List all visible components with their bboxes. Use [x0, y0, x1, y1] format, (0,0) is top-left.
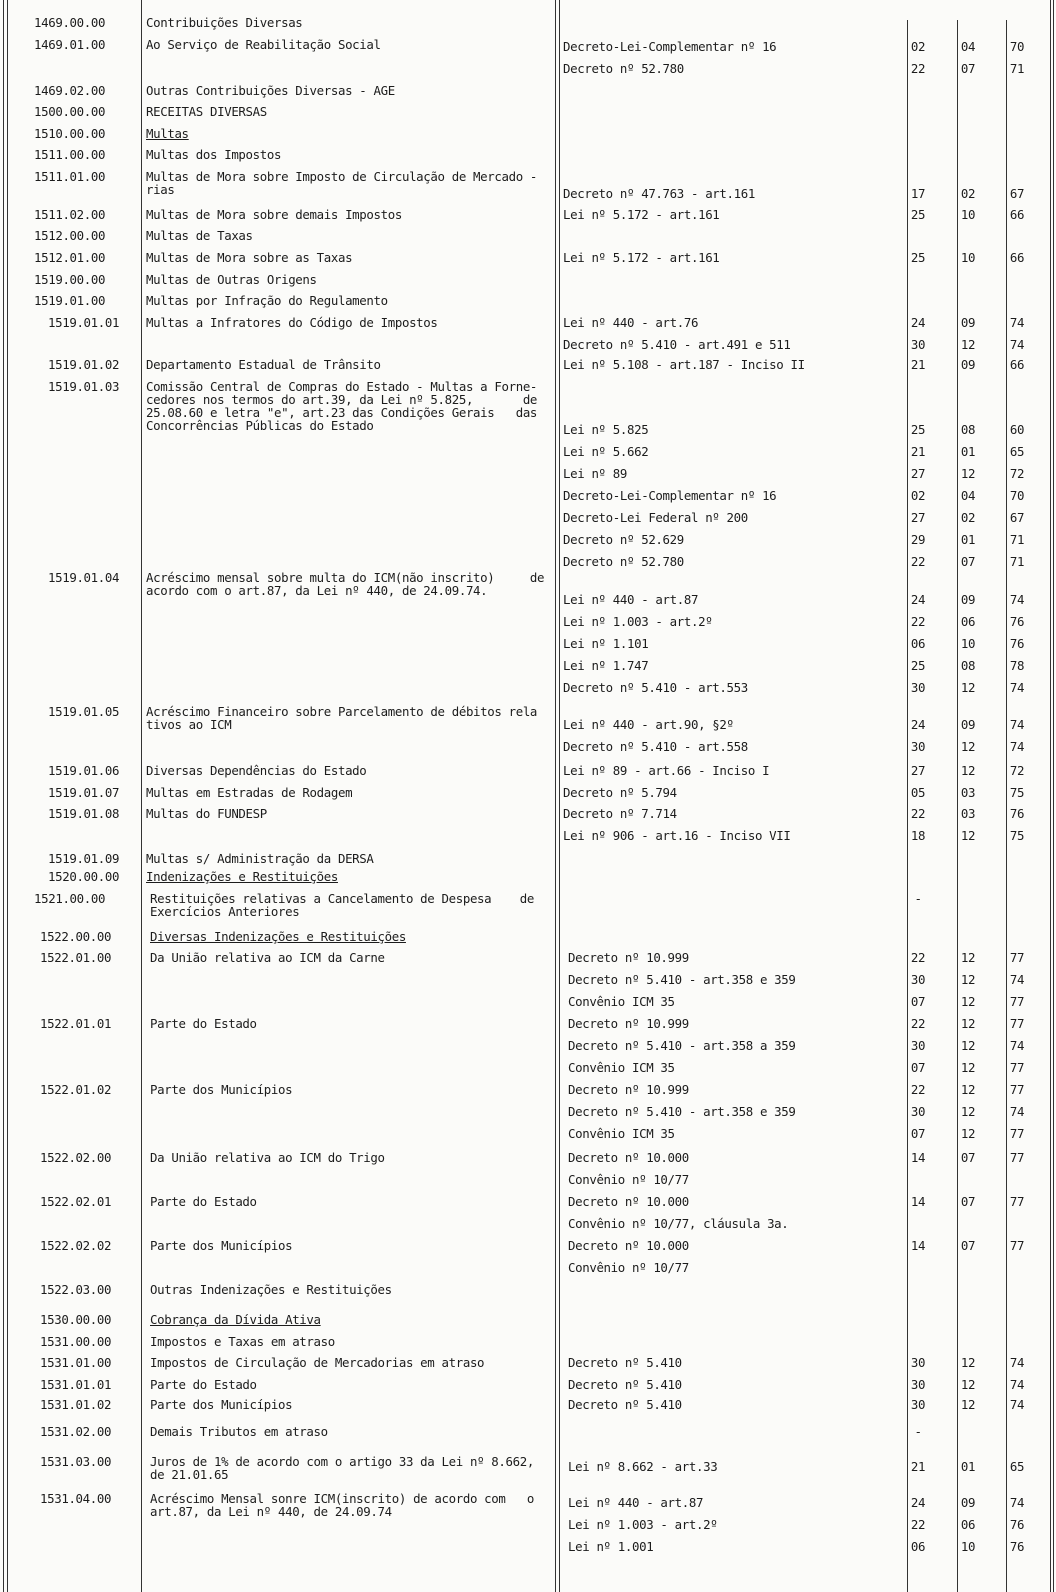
day-value: 21 [910, 1459, 926, 1474]
account-code: 1469.02.00 [34, 83, 106, 98]
month-value: 12 [960, 1126, 976, 1141]
account-code: 1522.02.02 [40, 1238, 112, 1253]
day-value: 30 [910, 337, 926, 352]
year-value: 77 [1009, 1194, 1025, 1209]
month-value: 12 [960, 1016, 976, 1031]
day-value: 24 [910, 592, 926, 607]
month-value: 01 [960, 532, 976, 547]
legal-reference: Decreto nº 5.410 - art.358 e 359 [568, 972, 796, 987]
month-value: 09 [960, 1495, 976, 1510]
account-description: rias [146, 182, 175, 197]
year-value: 71 [1009, 61, 1025, 76]
day-value: 30 [910, 1104, 926, 1119]
account-description: Acréscimo mensal sobre multa do ICM(não inscrito) de [146, 570, 545, 585]
day-value: 30 [910, 1355, 926, 1370]
year-value: 77 [1009, 1060, 1025, 1075]
account-code: 1511.01.00 [34, 169, 106, 184]
account-description: Multas a Infratores do Código de Impostos [146, 315, 438, 330]
account-code: 1469.00.00 [34, 15, 106, 30]
year-value: 66 [1009, 250, 1025, 265]
month-value: 10 [960, 636, 976, 651]
legal-reference: Decreto nº 5.410 [568, 1377, 682, 1392]
year-value: 76 [1009, 614, 1025, 629]
month-value: 12 [960, 1104, 976, 1119]
account-description: Multas dos Impostos [146, 147, 282, 162]
year-value: 74 [1009, 1355, 1025, 1370]
day-value: 22 [910, 614, 926, 629]
account-code: 1520.00.00 [48, 869, 120, 884]
account-code: 1531.01.01 [40, 1377, 112, 1392]
legal-reference: Decreto nº 5.410 [568, 1397, 682, 1412]
account-code: 1519.01.05 [48, 704, 120, 719]
year-value: 77 [1009, 1016, 1025, 1031]
account-description: Demais Tributos em atraso [150, 1424, 328, 1439]
legal-reference: Decreto nº 5.410 - art.358 a 359 [568, 1038, 796, 1053]
year-value: 76 [1009, 1539, 1025, 1554]
account-code: 1512.01.00 [34, 250, 106, 265]
year-value: 76 [1009, 1517, 1025, 1532]
month-value: 07 [960, 1150, 976, 1165]
account-code: 1519.01.00 [34, 293, 106, 308]
account-description: Multas de Mora sobre as Taxas [146, 250, 353, 265]
month-value: 01 [960, 1459, 976, 1474]
year-value: 74 [1009, 1104, 1025, 1119]
day-value: 24 [910, 1495, 926, 1510]
year-value: 67 [1009, 510, 1025, 525]
account-description: Impostos de Circulação de Mercadorias em atraso [150, 1355, 485, 1370]
account-code: 1519.01.06 [48, 763, 120, 778]
day-value: 14 [910, 1238, 926, 1253]
day-value: 05 [910, 785, 926, 800]
year-value: 74 [1009, 1377, 1025, 1392]
account-code: 1512.00.00 [34, 228, 106, 243]
left-border-inner [7, 0, 8, 1592]
year-value: 74 [1009, 739, 1025, 754]
year-value: 74 [1009, 1495, 1025, 1510]
account-description: Diversas Dependências do Estado [146, 763, 367, 778]
year-value: 72 [1009, 466, 1025, 481]
legal-reference: Lei nº 5.172 - art.161 [563, 250, 720, 265]
legal-reference: Decreto nº 52.629 [563, 532, 684, 547]
account-description: RECEITAS DIVERSAS [146, 104, 267, 119]
account-code: 1519.01.08 [48, 806, 120, 821]
right-border [1050, 0, 1051, 1592]
account-description: cedores nos termos do art.39, da Lei nº 5.825, de [146, 392, 538, 407]
year-value: 72 [1009, 763, 1025, 778]
year-value: 74 [1009, 592, 1025, 607]
day-value: 30 [910, 972, 926, 987]
account-code: 1521.00.00 [34, 891, 106, 906]
legal-reference: Decreto-Lei Federal nº 200 [563, 510, 748, 525]
account-code: 1531.01.02 [40, 1397, 112, 1412]
account-code: 1511.02.00 [34, 207, 106, 222]
account-description: Parte do Estado [150, 1016, 257, 1031]
month-value: 03 [960, 806, 976, 821]
account-description: tivos ao ICM [146, 717, 232, 732]
day-value: 18 [910, 828, 926, 843]
year-value: 74 [1009, 680, 1025, 695]
legal-reference: Convênio ICM 35 [568, 1060, 675, 1075]
account-code: 1519.00.00 [34, 272, 106, 287]
account-description: Da União relativa ao ICM do Trigo [150, 1150, 385, 1165]
month-value: 07 [960, 1194, 976, 1209]
day-value: 30 [910, 1397, 926, 1412]
account-code: 1522.02.01 [40, 1194, 112, 1209]
year-value: 74 [1009, 1397, 1025, 1412]
legal-reference: Decreto nº 10.999 [568, 950, 689, 965]
legal-reference: Lei nº 906 - art.16 - Inciso VII [563, 828, 791, 843]
legal-reference: Decreto nº 5.410 - art.358 e 359 [568, 1104, 796, 1119]
account-description: Restituições relativas a Cancelamento de Despesa de [150, 891, 534, 906]
account-code: 1522.03.00 [40, 1282, 112, 1297]
legal-reference: Decreto nº 7.714 [563, 806, 677, 821]
year-value: 77 [1009, 1238, 1025, 1253]
account-code: 1531.03.00 [40, 1454, 112, 1469]
day-value: 06 [910, 1539, 926, 1554]
account-description: Comissão Central de Compras do Estado - Multas a Forne- [146, 379, 538, 394]
year-value: 77 [1009, 1126, 1025, 1141]
day-value: 25 [910, 250, 926, 265]
account-description: Multas em Estradas de Rodagem [146, 785, 353, 800]
legal-reference: Decreto nº 10.999 [568, 1082, 689, 1097]
desc-column-rule [555, 0, 556, 1592]
year-value: 77 [1009, 1150, 1025, 1165]
account-description: acordo com o art.87, da Lei nº 440, de 24.09.74. [146, 583, 488, 598]
account-code: 1469.01.00 [34, 37, 106, 52]
year-value: - [914, 891, 922, 906]
year-value: 77 [1009, 994, 1025, 1009]
month-value: 04 [960, 488, 976, 503]
month-value: 12 [960, 972, 976, 987]
day-value: 22 [910, 950, 926, 965]
legal-reference: Lei nº 5.108 - art.187 - Inciso II [563, 357, 805, 372]
account-code: 1510.00.00 [34, 126, 106, 141]
account-description: Parte do Estado [150, 1377, 257, 1392]
account-description: Parte dos Municípios [150, 1397, 293, 1412]
legal-reference: Decreto nº 5.410 - art.491 e 511 [563, 337, 791, 352]
day-value: 24 [910, 717, 926, 732]
day-value: 25 [910, 207, 926, 222]
legal-reference: Decreto-Lei-Complementar nº 16 [563, 488, 777, 503]
year-value: 65 [1009, 1459, 1025, 1474]
account-code: 1522.01.00 [40, 950, 112, 965]
account-description: Multas de Taxas [146, 228, 253, 243]
year-value: 70 [1009, 39, 1025, 54]
month-value: 09 [960, 592, 976, 607]
account-description: Diversas Indenizações e Restituições [150, 929, 406, 944]
month-value: 07 [960, 61, 976, 76]
day-value: 07 [910, 1060, 926, 1075]
account-code: 1522.01.01 [40, 1016, 112, 1031]
month-value: 12 [960, 337, 976, 352]
day-value: 22 [910, 1082, 926, 1097]
year-value: 78 [1009, 658, 1025, 673]
month-value: 09 [960, 315, 976, 330]
year-value: 71 [1009, 554, 1025, 569]
account-code: 1519.01.02 [48, 357, 120, 372]
account-description: Multas do FUNDESP [146, 806, 267, 821]
day-value: 30 [910, 680, 926, 695]
month-value: 12 [960, 1377, 976, 1392]
legal-reference: Lei nº 1.003 - art.2º [568, 1517, 718, 1532]
year-value: 71 [1009, 532, 1025, 547]
account-description: Indenizações e Restituições [146, 869, 338, 884]
month-value: 12 [960, 763, 976, 778]
day-value: 22 [910, 1016, 926, 1031]
month-value: 12 [960, 739, 976, 754]
account-description: Cobrança da Dívida Ativa [150, 1312, 321, 1327]
account-description: Departamento Estadual de Trânsito [146, 357, 381, 372]
day-value: 22 [910, 554, 926, 569]
legal-reference: Lei nº 1.747 [563, 658, 649, 673]
account-description: Da União relativa ao ICM da Carne [150, 950, 385, 965]
month-value: 10 [960, 1539, 976, 1554]
legal-reference: Lei nº 89 [563, 466, 627, 481]
account-description: Multas de Mora sobre demais Impostos [146, 207, 402, 222]
year-value: - [914, 1424, 922, 1439]
month-value: 02 [960, 510, 976, 525]
day-value: 24 [910, 315, 926, 330]
account-description: Exercícios Anteriores [150, 904, 300, 919]
account-description: Multas de Outras Origens [146, 272, 317, 287]
month-value: 12 [960, 1082, 976, 1097]
account-code: 1522.00.00 [40, 929, 112, 944]
account-code: 1522.02.00 [40, 1150, 112, 1165]
account-code: 1519.01.04 [48, 570, 120, 585]
legal-reference: Lei nº 440 - art.87 [563, 592, 699, 607]
day-value: 07 [910, 1126, 926, 1141]
year-value: 70 [1009, 488, 1025, 503]
month-value: 07 [960, 554, 976, 569]
month-value: 09 [960, 357, 976, 372]
month-value: 12 [960, 1355, 976, 1370]
account-description: Parte dos Municípios [150, 1082, 293, 1097]
year-value: 74 [1009, 1038, 1025, 1053]
account-code: 1530.00.00 [40, 1312, 112, 1327]
month-value: 12 [960, 950, 976, 965]
month-value: 12 [960, 466, 976, 481]
year-value: 74 [1009, 972, 1025, 987]
legal-reference: Convênio nº 10/77, cláusula 3a. [568, 1216, 789, 1231]
account-code: 1531.02.00 [40, 1424, 112, 1439]
day-value: 02 [910, 488, 926, 503]
day-value: 22 [910, 1517, 926, 1532]
account-description: Acréscimo Financeiro sobre Parcelamento de débitos rela [146, 704, 538, 719]
legal-reference: Decreto nº 10.000 [568, 1150, 689, 1165]
day-value: 21 [910, 444, 926, 459]
day-value: 27 [910, 510, 926, 525]
day-value: 27 [910, 466, 926, 481]
day-value: 30 [910, 739, 926, 754]
month-value: 10 [960, 207, 976, 222]
account-description: Outras Contribuições Diversas - AGE [146, 83, 395, 98]
day-value: 22 [910, 806, 926, 821]
month-value: 04 [960, 39, 976, 54]
legal-reference: Lei nº 5.825 [563, 422, 649, 437]
legal-reference: Lei nº 440 - art.76 [563, 315, 699, 330]
year-value: 77 [1009, 1082, 1025, 1097]
day-value: 14 [910, 1194, 926, 1209]
day-value: 30 [910, 1377, 926, 1392]
left-border [3, 0, 4, 1592]
day-value: 25 [910, 658, 926, 673]
legal-reference: Decreto nº 5.410 [568, 1355, 682, 1370]
legal-reference: Convênio nº 10/77 [568, 1260, 689, 1275]
account-description: Contribuições Diversas [146, 15, 303, 30]
year-value: 74 [1009, 337, 1025, 352]
account-code: 1500.00.00 [34, 104, 106, 119]
year-value: 67 [1009, 186, 1025, 201]
year-value: 60 [1009, 422, 1025, 437]
month-value: 07 [960, 1238, 976, 1253]
account-code: 1522.01.02 [40, 1082, 112, 1097]
account-description: Impostos e Taxas em atraso [150, 1334, 335, 1349]
month-value: 12 [960, 828, 976, 843]
legal-reference: Lei nº 8.662 - art.33 [568, 1459, 718, 1474]
year-value: 75 [1009, 785, 1025, 800]
account-description: Concorrências Públicas do Estado [146, 418, 374, 433]
legal-reference: Convênio nº 10/77 [568, 1172, 689, 1187]
account-code: 1531.04.00 [40, 1491, 112, 1506]
account-description: art.87, da Lei nº 440, de 24.09.74 [150, 1504, 392, 1519]
account-code: 1519.01.03 [48, 379, 120, 394]
legal-reference: Decreto nº 52.780 [563, 554, 684, 569]
legal-reference: Decreto nº 5.794 [563, 785, 677, 800]
account-description: Outras Indenizações e Restituições [150, 1282, 392, 1297]
legal-reference: Decreto nº 10.000 [568, 1194, 689, 1209]
legal-reference: Decreto-Lei-Complementar nº 16 [563, 39, 777, 54]
day-value: 02 [910, 39, 926, 54]
legal-reference: Lei nº 5.172 - art.161 [563, 207, 720, 222]
legal-reference: Convênio ICM 35 [568, 994, 675, 1009]
month-value: 12 [960, 1397, 976, 1412]
legal-reference: Lei nº 5.662 [563, 444, 649, 459]
desc-column-rule-inner [559, 0, 560, 1592]
account-description: Parte dos Municípios [150, 1238, 293, 1253]
month-value: 12 [960, 680, 976, 695]
legal-reference: Decreto nº 5.410 - art.558 [563, 739, 748, 754]
month-value: 06 [960, 614, 976, 629]
year-value: 74 [1009, 315, 1025, 330]
year-value: 76 [1009, 806, 1025, 821]
day-value: 27 [910, 763, 926, 778]
day-value: 06 [910, 636, 926, 651]
account-description: Multas por Infração do Regulamento [146, 293, 388, 308]
year-value: 66 [1009, 207, 1025, 222]
legal-reference: Decreto nº 10.999 [568, 1016, 689, 1031]
month-value: 12 [960, 1038, 976, 1053]
account-description: Acréscimo Mensal sonre ICM(inscrito) de acordo com o [150, 1491, 534, 1506]
year-value: 76 [1009, 636, 1025, 651]
year-value: 74 [1009, 717, 1025, 732]
account-description: 25.08.60 e letra "e", art.23 das Condições Gerais das [146, 405, 538, 420]
year-value: 75 [1009, 828, 1025, 843]
month-value: 02 [960, 186, 976, 201]
account-code: 1531.01.00 [40, 1355, 112, 1370]
legal-reference: Decreto nº 47.763 - art.161 [563, 186, 755, 201]
legal-reference: Lei nº 440 - art.90, §2º [563, 717, 734, 732]
legal-reference: Convênio ICM 35 [568, 1126, 675, 1141]
account-description: Ao Serviço de Reabilitação Social [146, 37, 381, 52]
day-value: 22 [910, 61, 926, 76]
account-description: Multas [146, 126, 189, 141]
code-column-rule [141, 0, 142, 1592]
month-value: 08 [960, 422, 976, 437]
legal-reference: Lei nº 89 - art.66 - Inciso I [563, 763, 770, 778]
account-code: 1519.01.07 [48, 785, 120, 800]
legal-reference: Lei nº 1.101 [563, 636, 649, 651]
account-code: 1531.00.00 [40, 1334, 112, 1349]
legal-reference: Lei nº 440 - art.87 [568, 1495, 704, 1510]
day-value: 30 [910, 1038, 926, 1053]
account-description: Parte do Estado [150, 1194, 257, 1209]
day-value: 21 [910, 357, 926, 372]
account-code: 1519.01.01 [48, 315, 120, 330]
account-description: Multas de Mora sobre Imposto de Circulação de Mercado - [146, 169, 538, 184]
legal-reference: Lei nº 1.001 [568, 1539, 654, 1554]
month-value: 09 [960, 717, 976, 732]
month-value: 03 [960, 785, 976, 800]
account-description: de 21.01.65 [150, 1467, 229, 1482]
year-value: 65 [1009, 444, 1025, 459]
month-value: 08 [960, 658, 976, 673]
month-value: 06 [960, 1517, 976, 1532]
year-value: 77 [1009, 950, 1025, 965]
account-code: 1511.00.00 [34, 147, 106, 162]
month-value: 01 [960, 444, 976, 459]
day-value: 07 [910, 994, 926, 1009]
month-value: 12 [960, 1060, 976, 1075]
legal-reference: Decreto nº 5.410 - art.553 [563, 680, 748, 695]
account-description: Multas s/ Administração da DERSA [146, 851, 374, 866]
year-value: 66 [1009, 357, 1025, 372]
day-value: 29 [910, 532, 926, 547]
day-value: 14 [910, 1150, 926, 1165]
month-value: 12 [960, 994, 976, 1009]
account-description: Juros de 1% de acordo com o artigo 33 da Lei nº 8.662, [150, 1454, 534, 1469]
legal-reference: Decreto nº 52.780 [563, 61, 684, 76]
legal-reference: Lei nº 1.003 - art.2º [563, 614, 713, 629]
day-value: 25 [910, 422, 926, 437]
month-value: 10 [960, 250, 976, 265]
legal-reference: Decreto nº 10.000 [568, 1238, 689, 1253]
day-value: 17 [910, 186, 926, 201]
right-border-inner [1053, 0, 1054, 1592]
account-code: 1519.01.09 [48, 851, 120, 866]
